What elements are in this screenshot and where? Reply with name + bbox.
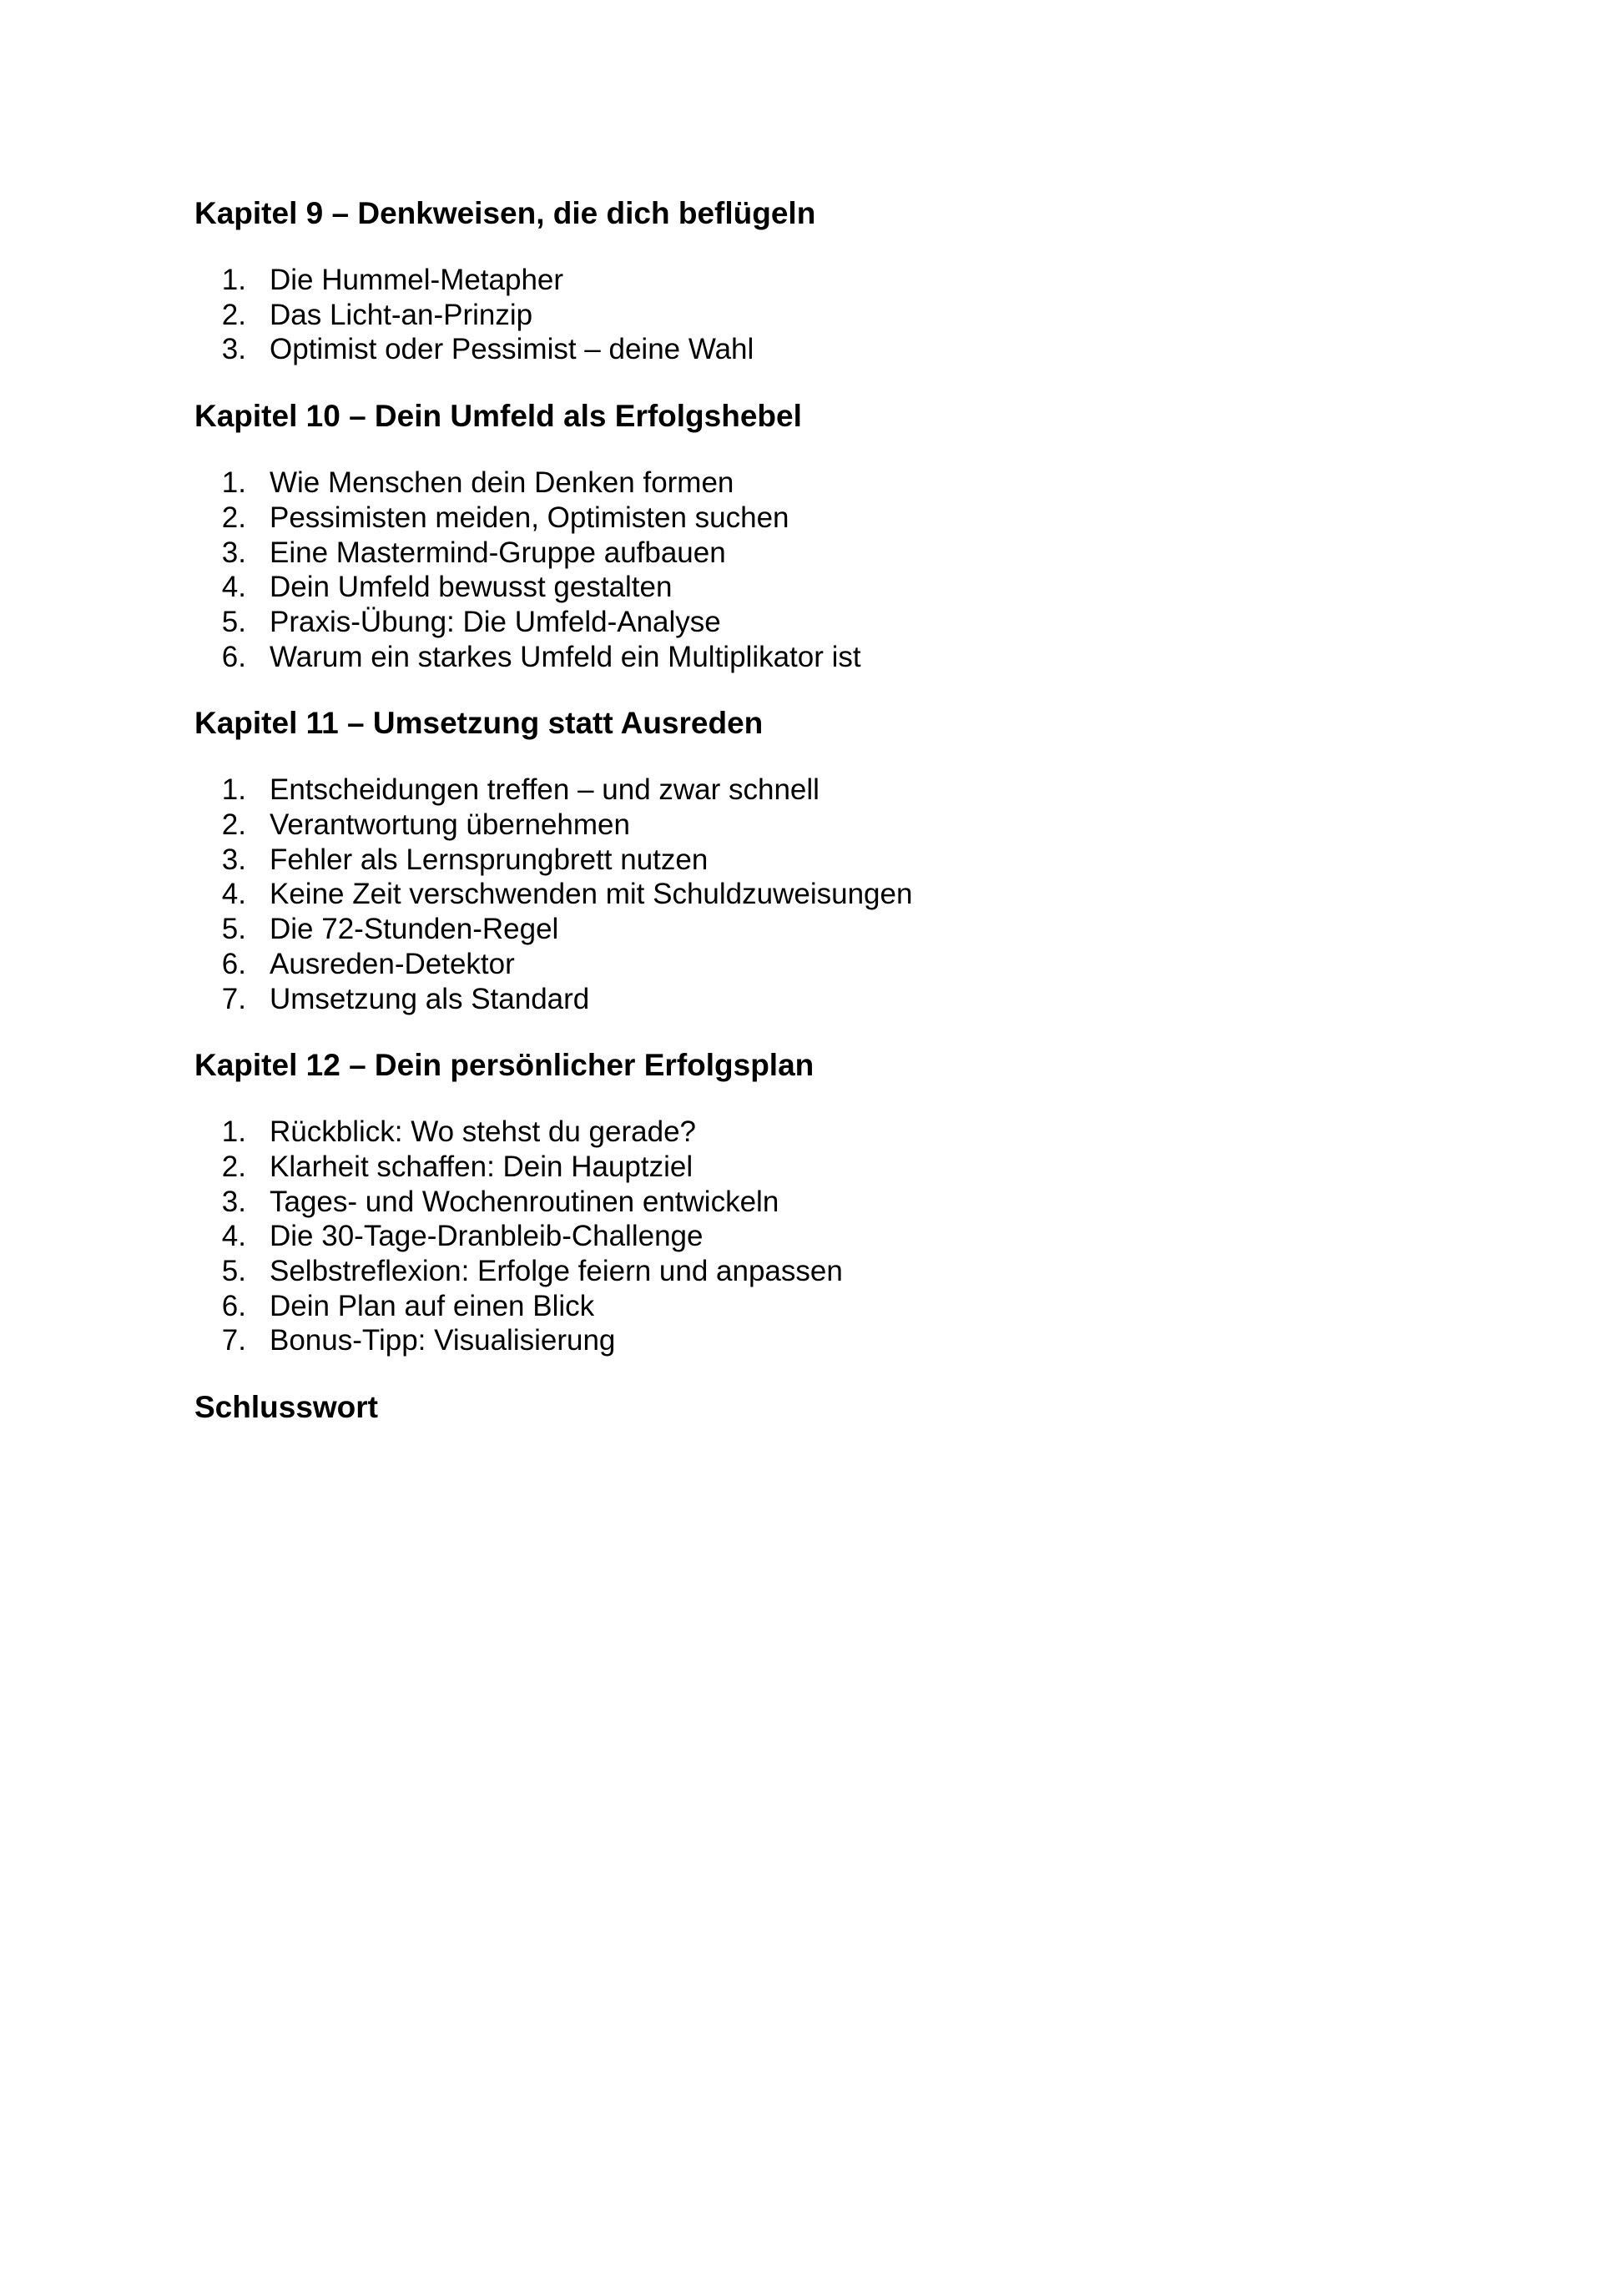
list-item-label: Klarheit schaffen: Dein Hauptziel xyxy=(270,1150,693,1183)
list-item-label: Ausreden-Detektor xyxy=(270,947,515,980)
list-item-label: Rückblick: Wo stehst du gerade? xyxy=(270,1115,697,1149)
chapter-item-list xyxy=(194,773,1430,1016)
closing-heading: Schlusswort xyxy=(194,1390,378,1425)
chapter-section xyxy=(194,189,1430,367)
list-item-label: Selbstreflexion: Erfolge feiern und anpassen xyxy=(270,1255,843,1288)
list-item-number: 2. xyxy=(221,1150,246,1183)
list-item xyxy=(194,1150,1430,1185)
list-item-number: 1. xyxy=(221,264,246,296)
list-item xyxy=(194,947,1430,982)
list-item-number: 6. xyxy=(221,947,246,980)
list-item-number: 3. xyxy=(221,536,246,569)
list-item xyxy=(194,298,1430,333)
list-item-label: Praxis-Übung: Die Umfeld-Analyse xyxy=(270,605,721,638)
list-item-number: 5. xyxy=(221,605,246,638)
list-item xyxy=(194,1219,1430,1254)
list-item xyxy=(194,877,1430,912)
list-item-label: Fehler als Lernsprungbrett nutzen xyxy=(270,843,709,876)
list-item-number: 1. xyxy=(221,1115,246,1149)
list-item xyxy=(194,1185,1430,1220)
list-item xyxy=(194,605,1430,640)
chapter-section xyxy=(194,698,1430,1016)
list-item-label: Entscheidungen treffen – und zwar schnell xyxy=(270,773,820,807)
list-item xyxy=(194,536,1430,571)
chapter-item-list xyxy=(194,1115,1430,1358)
list-item-label: Optimist oder Pessimist – deine Wahl xyxy=(270,333,754,366)
list-item-label: Bonus-Tipp: Visualisierung xyxy=(270,1324,616,1357)
chapter-item-list xyxy=(194,466,1430,674)
list-item-label: Keine Zeit verschwenden mit Schuldzuweisungen xyxy=(270,878,913,911)
list-item-number: 1. xyxy=(221,773,246,807)
list-item-label: Wie Menschen dein Denken formen xyxy=(270,466,734,500)
list-item-number: 5. xyxy=(221,1255,246,1288)
list-item-label: Warum ein starkes Umfeld ein Multiplikator ist xyxy=(270,640,861,673)
chapter-list xyxy=(194,189,1430,1358)
list-item-number: 6. xyxy=(221,1289,246,1322)
list-item-number: 2. xyxy=(221,501,246,534)
list-item-number: 4. xyxy=(221,878,246,911)
list-item-number: 2. xyxy=(221,808,246,842)
table-of-contents xyxy=(194,189,1430,1432)
list-item xyxy=(194,912,1430,947)
list-item-label: Pessimisten meiden, Optimisten suchen xyxy=(270,501,789,534)
list-item-label: Verantwortung übernehmen xyxy=(270,808,630,842)
list-item xyxy=(194,773,1430,808)
list-item xyxy=(194,263,1430,298)
list-item xyxy=(194,332,1430,367)
list-item-number: 4. xyxy=(221,1220,246,1253)
list-item xyxy=(194,1323,1430,1358)
list-item xyxy=(194,1254,1430,1289)
list-item xyxy=(194,982,1430,1017)
chapter-section xyxy=(194,1040,1430,1358)
chapter-heading: Kapitel 12 – Dein persönlicher Erfolgsplan xyxy=(194,1048,815,1083)
list-item-number: 7. xyxy=(221,982,246,1015)
list-item xyxy=(194,466,1430,501)
list-item-label: Die 72-Stunden-Regel xyxy=(270,913,559,946)
list-item-number: 3. xyxy=(221,843,246,876)
chapter-heading: Kapitel 11 – Umsetzung statt Ausreden xyxy=(194,706,764,741)
list-item-number: 3. xyxy=(221,1185,246,1218)
list-item xyxy=(194,843,1430,878)
list-item-number: 3. xyxy=(221,333,246,366)
list-item-number: 1. xyxy=(221,466,246,500)
list-item-number: 5. xyxy=(221,913,246,946)
list-item-label: Das Licht-an-Prinzip xyxy=(270,298,533,331)
list-item-label: Eine Mastermind-Gruppe aufbauen xyxy=(270,536,726,569)
chapter-heading: Kapitel 9 – Denkweisen, die dich beflügeln xyxy=(194,196,816,230)
list-item-label: Dein Plan auf einen Blick xyxy=(270,1289,595,1322)
list-item-number: 7. xyxy=(221,1324,246,1357)
list-item xyxy=(194,808,1430,843)
list-item-number: 6. xyxy=(221,640,246,673)
list-item xyxy=(194,640,1430,675)
list-item-number: 4. xyxy=(221,571,246,604)
list-item-number: 2. xyxy=(221,298,246,331)
list-item-label: Umsetzung als Standard xyxy=(270,982,590,1015)
list-item-label: Dein Umfeld bewusst gestalten xyxy=(270,571,673,604)
list-item-label: Die Hummel-Metapher xyxy=(270,264,564,296)
list-item xyxy=(194,570,1430,605)
chapter-item-list xyxy=(194,263,1430,367)
list-item xyxy=(194,501,1430,536)
list-item xyxy=(194,1289,1430,1324)
list-item-label: Tages- und Wochenroutinen entwickeln xyxy=(270,1185,779,1218)
chapter-heading: Kapitel 10 – Dein Umfeld als Erfolgshebel xyxy=(194,399,802,434)
list-item xyxy=(194,1115,1430,1150)
chapter-section xyxy=(194,391,1430,674)
list-item-label: Die 30-Tage-Dranbleib-Challenge xyxy=(270,1220,704,1253)
